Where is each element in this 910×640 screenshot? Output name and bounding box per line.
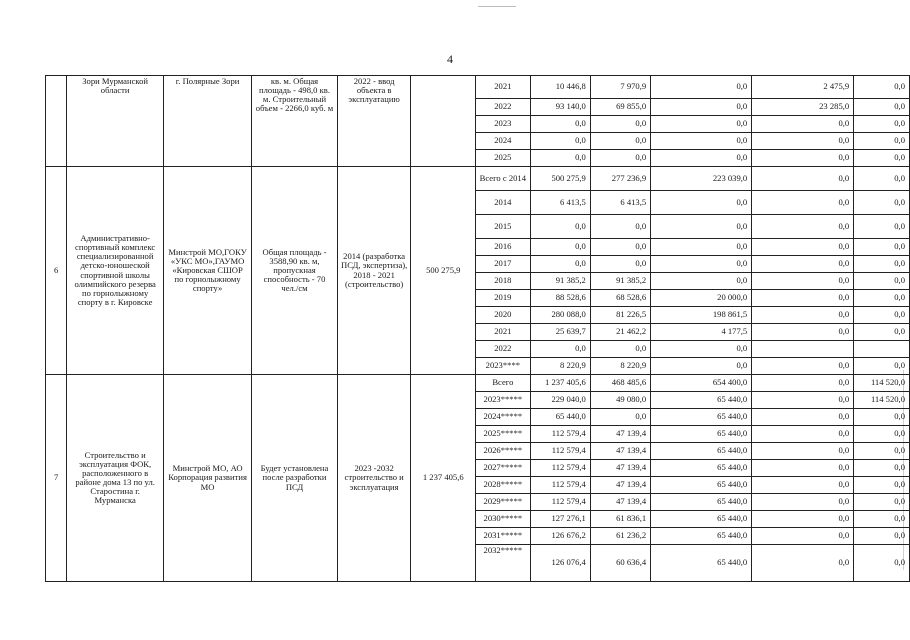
cell-municipal: 0,0 — [752, 191, 854, 215]
cell-federal: 65 440,0 — [651, 477, 752, 494]
cell-municipal: 0,0 — [752, 460, 854, 477]
cell-federal: 0,0 — [651, 256, 752, 273]
cell-object-name: Административно-спортивный комплекс специализированной детско-юношеской спортивной школы олимпийского резерва по горнолыжному спорту в г. Кировске — [67, 167, 164, 375]
cell-other: 0,0 — [854, 443, 910, 460]
cell-other — [854, 341, 910, 358]
cell-regional: 47 139,4 — [590, 494, 650, 511]
cell-municipal: 0,0 — [752, 273, 854, 290]
cell-federal: 0,0 — [651, 239, 752, 256]
cell-municipal: 0,0 — [752, 150, 854, 167]
cell-municipal: 0,0 — [752, 511, 854, 528]
cell-federal: 0,0 — [651, 191, 752, 215]
cell-regional: 0,0 — [590, 256, 650, 273]
cell-total: 112 579,4 — [530, 443, 590, 460]
cell-federal: 0,0 — [651, 341, 752, 358]
cell-municipal: 0,0 — [752, 477, 854, 494]
cell-municipal: 0,0 — [752, 545, 854, 582]
page-number: 4 — [447, 52, 453, 66]
cell-municipal: 0,0 — [752, 324, 854, 341]
cell-total: 0,0 — [530, 215, 590, 239]
cell-total: 0,0 — [530, 116, 590, 133]
cell-total: 0,0 — [530, 150, 590, 167]
cell-total: 500 275,9 — [530, 167, 590, 191]
cell-period: 2023 -2032 строительство и эксплуатация — [337, 375, 410, 582]
cell-federal: 0,0 — [651, 99, 752, 116]
cell-cost — [411, 76, 476, 167]
cell-year: 2022 — [476, 99, 530, 116]
cell-federal: 0,0 — [651, 133, 752, 150]
cell-regional: 81 226,5 — [590, 307, 650, 324]
cell-total: 126 676,2 — [530, 528, 590, 545]
cell-other: 114 520,0 — [854, 392, 910, 409]
cell-federal: 0,0 — [651, 76, 752, 99]
cell-federal: 65 440,0 — [651, 528, 752, 545]
cell-federal: 4 177,5 — [651, 324, 752, 341]
cell-municipal: 0,0 — [752, 256, 854, 273]
cell-other: 0,0 — [854, 99, 910, 116]
cell-regional: 0,0 — [590, 116, 650, 133]
cell-regional: 60 636,4 — [590, 545, 650, 582]
cell-municipal: 0,0 — [752, 133, 854, 150]
cell-total: 127 276,1 — [530, 511, 590, 528]
cell-regional: 91 385,2 — [590, 273, 650, 290]
cell-regional: 49 080,0 — [590, 392, 650, 409]
cell-year: Всего — [476, 375, 530, 392]
cell-regional: 68 528,6 — [590, 290, 650, 307]
cell-regional: 7 970,9 — [590, 76, 650, 99]
cell-total: 0,0 — [530, 239, 590, 256]
cell-federal: 0,0 — [651, 150, 752, 167]
cell-regional: 468 485,6 — [590, 375, 650, 392]
cell-year: 2025***** — [476, 426, 530, 443]
cell-other: 0,0 — [854, 150, 910, 167]
cell-year: 2023**** — [476, 358, 530, 375]
cell-regional: 21 462,2 — [590, 324, 650, 341]
cell-total: 112 579,4 — [530, 477, 590, 494]
cell-regional: 8 220,9 — [590, 358, 650, 375]
cell-cost: 1 237 405,6 — [411, 375, 476, 582]
cell-regional: 47 139,4 — [590, 426, 650, 443]
cell-year: 2021 — [476, 324, 530, 341]
cell-year: 2032***** — [476, 545, 530, 582]
cell-regional: 0,0 — [590, 133, 650, 150]
cell-object-name: Зори Мурманской области — [67, 76, 164, 167]
cell-other: 0,0 — [854, 409, 910, 426]
cell-year: 2024 — [476, 133, 530, 150]
cell-municipal: 0,0 — [752, 409, 854, 426]
cell-capacity: Общая площадь - 3588,90 кв. м, пропускная способность - 70 чел./см — [252, 167, 338, 375]
cell-year: 2019 — [476, 290, 530, 307]
cell-year: 2022 — [476, 341, 530, 358]
cell-federal: 223 039,0 — [651, 167, 752, 191]
cell-total: 88 528,6 — [530, 290, 590, 307]
cell-year: 2017 — [476, 256, 530, 273]
cell-federal: 65 440,0 — [651, 545, 752, 582]
cell-other: 0,0 — [854, 215, 910, 239]
cell-object-name: Строительство и эксплуатация ФОК, расположенного в районе дома 13 по ул. Старостина г. Мурманска — [67, 375, 164, 582]
cell-total: 91 385,2 — [530, 273, 590, 290]
cell-year: 2029***** — [476, 494, 530, 511]
cell-regional: 0,0 — [590, 341, 650, 358]
cell-federal: 65 440,0 — [651, 426, 752, 443]
cell-total: 112 579,4 — [530, 426, 590, 443]
cell-municipal: 0,0 — [752, 290, 854, 307]
cell-regional: 47 139,4 — [590, 443, 650, 460]
cell-year: 2027***** — [476, 460, 530, 477]
cell-year: 2020 — [476, 307, 530, 324]
cell-municipal: 2 475,9 — [752, 76, 854, 99]
cell-other: 0,0 — [854, 116, 910, 133]
cell-federal: 65 440,0 — [651, 392, 752, 409]
cell-municipal: 0,0 — [752, 528, 854, 545]
cell-municipal: 0,0 — [752, 215, 854, 239]
cell-other: 0,0 — [854, 477, 910, 494]
cell-total: 0,0 — [530, 256, 590, 273]
cell-other: 0,0 — [854, 324, 910, 341]
cell-year: 2023***** — [476, 392, 530, 409]
cell-other: 0,0 — [854, 273, 910, 290]
cell-municipal: 0,0 — [752, 307, 854, 324]
cell-year: 2021 — [476, 76, 530, 99]
cell-total: 93 140,0 — [530, 99, 590, 116]
cell-municipal: 0,0 — [752, 494, 854, 511]
cell-year: 2025 — [476, 150, 530, 167]
table-row — [46, 167, 910, 191]
cell-customer: Минстрой МО,ГОКУ «УКС МО»,ГАУМО «Кировская СШОР по горнолыжному спорту» — [164, 167, 252, 375]
cell-total: 10 446,8 — [530, 76, 590, 99]
cell-year: 2028***** — [476, 477, 530, 494]
scan-artifact-line — [478, 6, 516, 7]
cell-year: 2024***** — [476, 409, 530, 426]
cell-regional: 0,0 — [590, 239, 650, 256]
cell-regional: 61 236,2 — [590, 528, 650, 545]
cell-year: Всего с 2014 — [476, 167, 530, 191]
cell-municipal: 0,0 — [752, 392, 854, 409]
cell-federal: 65 440,0 — [651, 460, 752, 477]
cell-regional: 0,0 — [590, 409, 650, 426]
cell-federal: 0,0 — [651, 215, 752, 239]
cell-municipal: 0,0 — [752, 375, 854, 392]
cell-municipal: 0,0 — [752, 426, 854, 443]
cell-other: 114 520,0 — [854, 375, 910, 392]
cell-municipal: 0,0 — [752, 116, 854, 133]
cell-federal: 654 400,0 — [651, 375, 752, 392]
cell-other: 0,0 — [854, 290, 910, 307]
cell-num — [46, 76, 67, 167]
cell-year: 2018 — [476, 273, 530, 290]
cell-municipal: 0,0 — [752, 358, 854, 375]
cell-total: 1 237 405,6 — [530, 375, 590, 392]
table-row — [46, 76, 910, 99]
cell-other: 0,0 — [854, 133, 910, 150]
cell-other: 0,0 — [854, 494, 910, 511]
cell-federal: 65 440,0 — [651, 443, 752, 460]
cell-municipal — [752, 341, 854, 358]
cell-total: 25 639,7 — [530, 324, 590, 341]
cell-federal: 0,0 — [651, 116, 752, 133]
cell-total: 8 220,9 — [530, 358, 590, 375]
cell-other: 0,0 — [854, 358, 910, 375]
cell-other: 0,0 — [854, 239, 910, 256]
cell-num: 7 — [46, 375, 67, 582]
cell-cost: 500 275,9 — [411, 167, 476, 375]
cell-other: 0,0 — [854, 256, 910, 273]
cell-federal: 20 000,0 — [651, 290, 752, 307]
cell-municipal: 23 285,0 — [752, 99, 854, 116]
cell-regional: 6 413,5 — [590, 191, 650, 215]
cell-capacity: Будет установлена после разработки ПСД — [252, 375, 338, 582]
cell-total: 112 579,4 — [530, 494, 590, 511]
cell-regional: 277 236,9 — [590, 167, 650, 191]
cell-year: 2026***** — [476, 443, 530, 460]
cell-total: 229 040,0 — [530, 392, 590, 409]
cell-year: 2030***** — [476, 511, 530, 528]
cell-total: 112 579,4 — [530, 460, 590, 477]
cell-municipal: 0,0 — [752, 167, 854, 191]
cell-regional: 69 855,0 — [590, 99, 650, 116]
cell-total: 280 088,0 — [530, 307, 590, 324]
cell-year: 2014 — [476, 191, 530, 215]
cell-year: 2016 — [476, 239, 530, 256]
cell-total: 0,0 — [530, 341, 590, 358]
cell-other: 0,0 — [854, 426, 910, 443]
cell-other: 0,0 — [854, 545, 910, 582]
cell-federal: 198 861,5 — [651, 307, 752, 324]
cell-total: 126 076,4 — [530, 545, 590, 582]
cell-location: г. Полярные Зори — [164, 76, 252, 167]
table-row — [46, 375, 910, 392]
cell-num: 6 — [46, 167, 67, 375]
cell-federal: 0,0 — [651, 273, 752, 290]
cell-federal: 65 440,0 — [651, 409, 752, 426]
cell-federal: 0,0 — [651, 358, 752, 375]
cell-municipal: 0,0 — [752, 443, 854, 460]
table-body — [46, 76, 910, 582]
cell-year: 2015 — [476, 215, 530, 239]
cell-capacity: кв. м. Общая площадь - 498,0 кв. м. Строительный объем - 2266,0 куб. м — [252, 76, 338, 167]
cell-year: 2023 — [476, 116, 530, 133]
program-objects-table — [45, 75, 910, 582]
cell-period: 2022 - ввод объекта в эксплуатацию — [337, 76, 410, 167]
cell-federal: 65 440,0 — [651, 511, 752, 528]
cell-regional: 47 139,4 — [590, 477, 650, 494]
cell-other: 0,0 — [854, 167, 910, 191]
cell-municipal: 0,0 — [752, 239, 854, 256]
cell-federal: 65 440,0 — [651, 494, 752, 511]
cell-other: 0,0 — [854, 191, 910, 215]
cell-other: 0,0 — [854, 511, 910, 528]
cell-other: 0,0 — [854, 460, 910, 477]
cell-total: 65 440,0 — [530, 409, 590, 426]
cell-total: 6 413,5 — [530, 191, 590, 215]
cell-year: 2031***** — [476, 528, 530, 545]
cell-other: 0,0 — [854, 76, 910, 99]
cell-regional: 0,0 — [590, 150, 650, 167]
cell-regional: 47 139,4 — [590, 460, 650, 477]
cell-regional: 61 836,1 — [590, 511, 650, 528]
cell-other: 0,0 — [854, 307, 910, 324]
cell-other: 0,0 — [854, 528, 910, 545]
cell-period: 2014 (разработка ПСД, экспертиза), 2018 - 2021 (строительство) — [337, 167, 410, 375]
cell-customer: Минстрой МО, АО Корпорация развития МО — [164, 375, 252, 582]
cell-regional: 0,0 — [590, 215, 650, 239]
cell-total: 0,0 — [530, 133, 590, 150]
